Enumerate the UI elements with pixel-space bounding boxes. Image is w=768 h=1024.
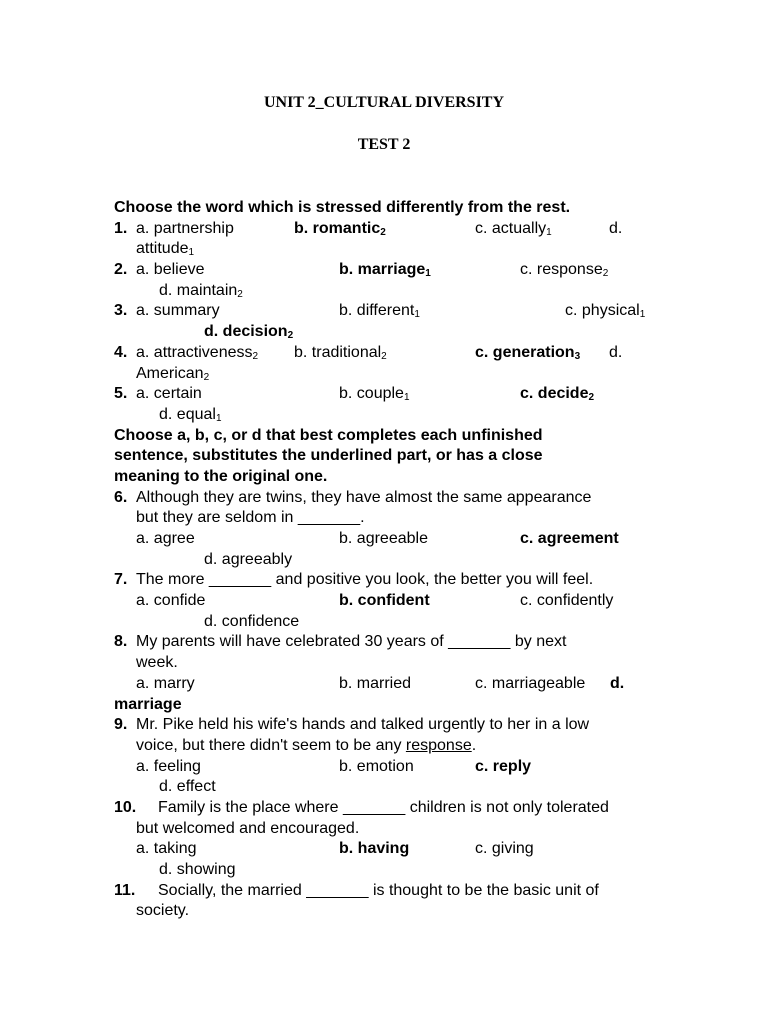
underlined-word: response — [405, 736, 472, 754]
question-7-options-cont — [114, 612, 674, 633]
question-text: but they are seldom in _______. — [136, 509, 365, 527]
option-d: American$_2$ — [136, 364, 210, 383]
option-d: d. maintain$_2$ — [159, 281, 243, 300]
option-b: b. marriage$_1$ — [339, 261, 431, 280]
question-3-cont — [114, 322, 674, 343]
question-text: Mr. Pike held his wife's hands and talked urgently to her in a low — [136, 716, 590, 734]
question-text: Although they are twins, they have almost the same appearance — [136, 488, 592, 506]
option-a: a. certain — [136, 385, 202, 403]
question-9-options — [114, 757, 674, 778]
option-b: b. different$_1$ — [339, 302, 420, 321]
section2-instruction-line-1: Choose a, b, c, or d that best completes each unfinished — [114, 426, 543, 444]
question-6-options — [114, 529, 674, 550]
question-10-text-cont — [114, 819, 674, 840]
option-a: a. attractiveness$_2$ — [136, 343, 259, 362]
question-10-options — [114, 839, 674, 860]
option-b: b. traditional$_2$ — [294, 343, 387, 362]
question-6-options-cont — [114, 550, 674, 571]
option-b: b. couple$_1$ — [339, 385, 410, 404]
question-4 — [114, 343, 674, 364]
option-c: c. actually$_1$ — [475, 219, 552, 238]
question-8-text-cont — [114, 653, 674, 674]
option-c: c. giving — [475, 840, 534, 858]
question-text: My parents will have celebrated 30 years of _______ by next — [136, 633, 567, 651]
question-number: 5. — [114, 385, 128, 403]
option-d: d. decision$_2$ — [204, 323, 294, 342]
option-d-label: d. — [609, 219, 623, 237]
question-text: week. — [136, 654, 178, 672]
option-c: c. decide$_2$ — [520, 385, 595, 404]
question-9-text-cont — [114, 736, 674, 757]
option-d: d. showing — [159, 861, 236, 878]
option-d: marriage — [114, 695, 182, 713]
option-d-label: d. — [610, 674, 625, 692]
document-subtitle: TEST 2 — [357, 136, 411, 153]
question-number: 1. — [114, 219, 128, 237]
option-c: c. response$_2$ — [520, 261, 609, 280]
question-text: society. — [136, 902, 190, 920]
question-8 — [114, 632, 674, 653]
question-number: 9. — [114, 716, 128, 734]
question-10 — [114, 798, 674, 819]
option-c: c. physical$_1$ — [565, 302, 646, 321]
option-a: a. confide — [136, 592, 206, 610]
option-b: b. having — [339, 840, 410, 858]
option-a: a. taking — [136, 840, 197, 858]
option-d: d. effect — [159, 778, 216, 796]
question-7 — [114, 570, 674, 591]
option-c: c. agreement — [520, 530, 619, 547]
question-1 — [114, 219, 674, 240]
question-number: 4. — [114, 343, 128, 361]
question-text: voice, but there didn't seem to be any response. — [136, 736, 477, 754]
option-b: b. romantic$_2$ — [294, 219, 386, 238]
section2-instruction-line-3: meaning to the original one. — [114, 467, 328, 485]
option-a: a. agree — [136, 530, 195, 547]
question-text: The more _______ and positive you look, the better you will feel. — [136, 571, 594, 589]
option-c: c. marriageable — [475, 674, 586, 692]
question-number: 6. — [114, 488, 128, 506]
question-10-options-cont — [114, 860, 674, 881]
question-2-cont — [114, 281, 674, 302]
question-number: 7. — [114, 571, 128, 589]
option-b: b. agreeable — [339, 530, 428, 547]
question-7-options — [114, 591, 674, 612]
question-11 — [114, 881, 674, 902]
option-c: c. reply — [475, 757, 532, 775]
question-number: 8. — [114, 633, 128, 651]
option-b: b. emotion — [339, 757, 414, 775]
option-d-label: d. — [609, 343, 623, 361]
question-1-cont — [114, 239, 674, 260]
option-b: b. confident — [339, 592, 430, 610]
question-9-options-cont — [114, 777, 674, 798]
question-8-options — [114, 674, 674, 695]
question-4-cont — [114, 364, 674, 385]
question-number: 11. — [114, 881, 136, 899]
section1-instruction: Choose the word which is stressed differently from the rest. — [114, 199, 571, 216]
question-number: 3. — [114, 302, 128, 320]
option-b: b. married — [339, 674, 412, 692]
option-d: attitude$_1$ — [136, 240, 195, 259]
option-a: a. marry — [136, 674, 195, 692]
option-a: a. summary — [136, 302, 220, 320]
document-title: UNIT 2_CULTURAL DIVERSITY — [263, 94, 505, 111]
question-6 — [114, 488, 674, 509]
question-5 — [114, 384, 674, 405]
test-content — [114, 198, 674, 922]
section2-instruction-line-2: sentence, substitutes the underlined part, or has a close — [114, 447, 543, 465]
question-11-text-cont — [114, 901, 674, 922]
question-2 — [114, 260, 674, 281]
question-text: Socially, the married _______ is thought to be the basic unit of — [158, 881, 599, 899]
option-d: d. confidence — [204, 612, 300, 630]
question-number: 2. — [114, 261, 128, 279]
question-text: but welcomed and encouraged. — [136, 819, 360, 837]
question-text: Family is the place where _______ children is not only tolerated — [158, 798, 609, 816]
question-5-cont — [114, 405, 674, 426]
question-8-options-cont — [114, 695, 674, 716]
option-d: d. equal$_1$ — [159, 405, 222, 424]
question-6-text-cont — [114, 508, 674, 529]
option-a: a. feeling — [136, 757, 201, 775]
option-c: c. confidently — [520, 592, 614, 610]
option-a: a. believe — [136, 261, 205, 279]
question-3 — [114, 301, 674, 322]
option-a: a. partnership — [136, 219, 234, 237]
option-c: c. generation$_3$ — [475, 343, 581, 362]
question-9 — [114, 715, 674, 736]
question-number: 10. — [114, 798, 137, 816]
option-d: d. agreeably — [204, 550, 293, 568]
